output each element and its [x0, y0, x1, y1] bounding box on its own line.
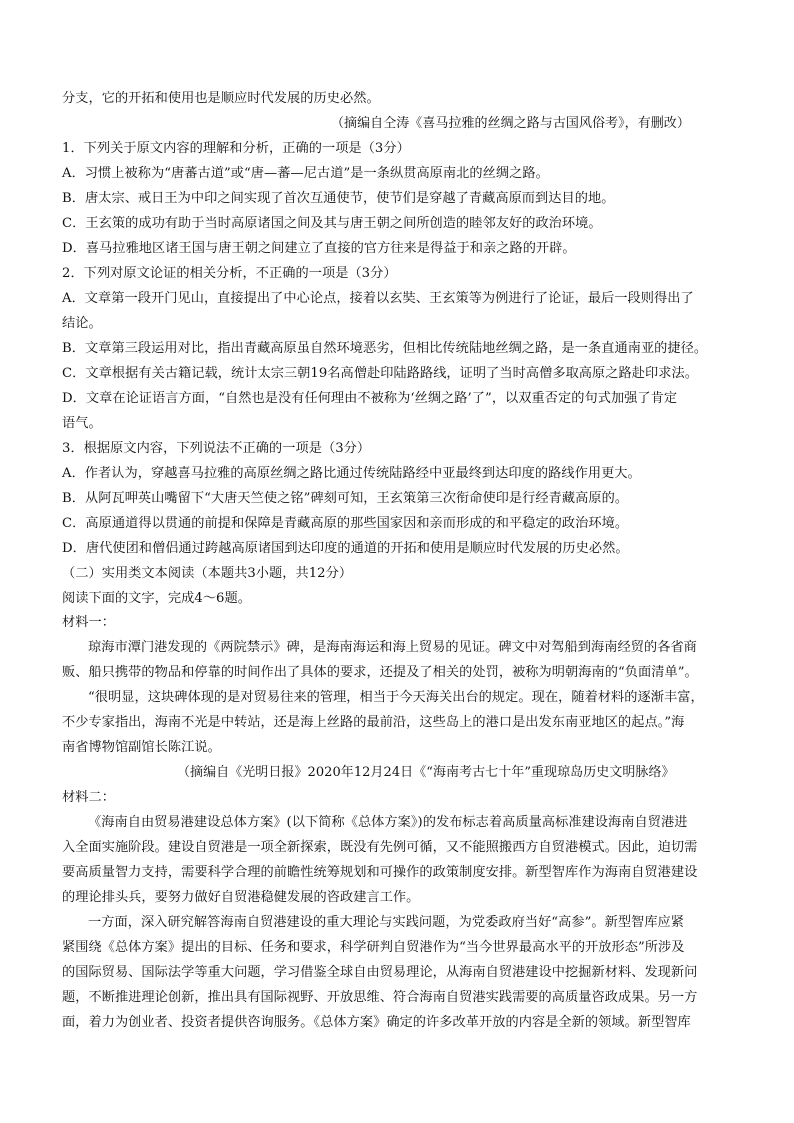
paragraph-line: 不少专家指出，海南不光是中转站，还是海上丝路的最前沿，这些岛上的港口是出发东南亚地区的起点。”海	[62, 715, 685, 730]
text-line: 分支，它的开拓和使用也是顺应时代发展的历史必然。	[62, 91, 380, 106]
source-citation: （摘编自《光明日报》2020年12月24日《“海南考古七十年”重现琼岛历史文明脉络》	[177, 765, 675, 780]
option-c: C．文章根据有关古籍记载，统计太宗三朝19名高僧赴印陆路路线，证明了当时高僧多取高原之路赴印求法。	[62, 366, 698, 381]
option-a: A．文章第一段开门见山，直接提出了中心论点，接着以玄奘、王玄策等为例进行了论证，最后一段则得出了	[62, 291, 694, 306]
paragraph-line: 要高质量智力支持，需要科学合理的前瞻性统筹规划和可操作的政策制度安排。新型智库作为海南自贸港建设	[62, 865, 698, 880]
option-c: C．高原通道得以贯通的前提和保障是青藏高原的那些国家因和亲而形成的和平稳定的政治环境。	[62, 516, 629, 531]
paragraph-line: 入全面实施阶段。建设自贸港是一项全新探索，既没有先例可循，又不能照搬西方自贸港模式。因此，迫切需	[62, 840, 698, 855]
paragraph-line: “很明显，这块碑体现的是对贸易往来的管理，相当于今天海关出台的规定。现在，随着材料的逐渐丰富，	[88, 690, 704, 705]
option-b: B．唐太宗、戒日王为中印之间实现了首次互通使节，使节们是穿越了青藏高原而到达目的地。	[62, 191, 615, 206]
paragraph-line: 琼海市潭门港发现的《两院禁示》碑，是海南海运和海上贸易的见证。碑文中对驾船到海南经贸的各省商	[88, 640, 697, 655]
paragraph-line: 《海南自由贸易港建设总体方案》(以下简称《总体方案》)的发布标志着高质量高标准建设海南自贸港进	[88, 815, 688, 830]
option-d: D．文章在论证语言方面，“自然也是没有任何理由不被称为‘丝绸之路’了”，以双重否定的句式加强了肯定	[62, 391, 678, 406]
option-b: B．从阿瓦呷英山嘴留下“大唐天竺使之铭”碑刻可知，王玄策第三次衔命使印是行经青藏高原的。	[62, 491, 629, 506]
paragraph-line: 面，着力为创业者、投资者提供咨询服务。《总体方案》确定的许多改革开放的内容是全新的领域。新型智库	[62, 1015, 691, 1030]
material-2-label: 材料二：	[62, 790, 115, 805]
section-heading: （二）实用类文本阅读（本题共3小题，共12分）	[62, 566, 353, 581]
paragraph-line: 一方面，深入研究解答海南自贸港建设的重大理论与实践问题，为党委政府当好“高参”。新型智库应紧	[88, 915, 685, 930]
question-3: 3．根据原文内容，下列说法不正确的一项是（3分）	[62, 441, 371, 456]
question-2: 2．下列对原文论证的相关分析，不正确的一项是（3分）	[62, 266, 397, 281]
material-1-label: 材料一：	[62, 615, 115, 630]
option-c: C．王玄策的成功有助于当时高原诸国之间及其与唐王朝之间所创造的睦邻友好的政治环境。	[62, 216, 602, 231]
paragraph-line: 紧围绕《总体方案》提出的目标、任务和要求，科学研判自贸港作为“当今世界最高水平的开放形态”所涉及	[62, 940, 685, 955]
option-a-cont: 结论。	[62, 316, 102, 331]
option-a: A．作者认为，穿越喜马拉雅的高原丝绸之路比通过传统陆路经中亚最终到达印度的路线作用更大。	[62, 466, 641, 481]
paragraph-line: 题，不断推进理论创新，推出具有国际视野、开放思维、符合海南自贸港实践需要的高质量咨政成果。另一方	[62, 990, 698, 1005]
paragraph-line: 贩、船只携带的物品和停靠的时间作出了具体的要求，还提及了相关的处罚，被称为明朝海南的“负面清单”。	[62, 665, 698, 680]
option-d: D．唐代使团和僧侣通过跨越高原诸国到达印度的通道的开拓和使用是顺应时代发展的历史必然。	[62, 541, 629, 556]
paragraph-line: 的国际贸易、国际法学等重大问题，学习借鉴全球自由贸易理论，从海南自贸港建设中挖掘新材料、发现新问	[62, 965, 698, 980]
option-d-cont: 语气。	[62, 416, 102, 431]
source-citation: （摘编自仝涛《喜马拉雅的丝绸之路与古国风俗考》，有删改）	[331, 116, 690, 131]
option-d: D．喜马拉雅地区诸王国与唐王朝之间建立了直接的官方往来是得益于和亲之路的开辟。	[62, 241, 576, 256]
option-b: B．文章第三段运用对比，指出青藏高原虽自然环境恶劣，但相比传统陆地丝绸之路，是一条直通南亚的捷径。	[62, 341, 708, 356]
paragraph-line: 南省博物馆副馆长陈江说。	[62, 740, 221, 755]
question-1: 1．下列关于原文内容的理解和分析，正确的一项是（3分）	[62, 141, 410, 156]
option-a: A．习惯上被称为“唐蕃古道”或“唐—蕃—尼古道”是一条纵贯高原南北的丝绸之路。	[62, 166, 549, 181]
instruction: 阅读下面的文字，完成4～6题。	[62, 591, 251, 606]
paragraph-line: 的理论排头兵，要努力做好自贸港稳健发展的咨政建言工作。	[62, 890, 420, 905]
